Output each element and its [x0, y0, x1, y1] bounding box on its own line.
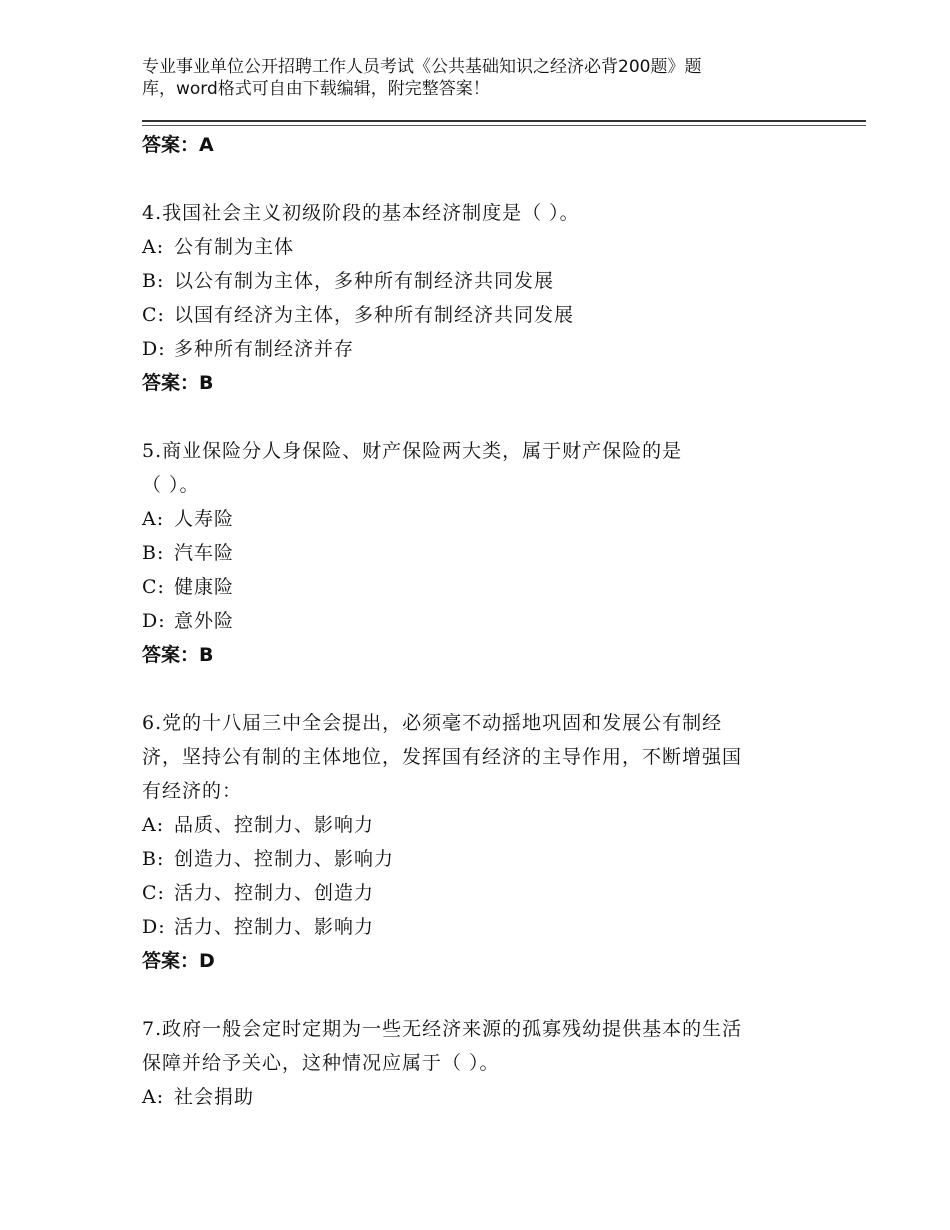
option-letter: C: [142, 882, 165, 904]
question-text: 有经济的： [142, 780, 243, 802]
option-item [142, 298, 802, 332]
option-item [142, 570, 802, 604]
option-letter: D: [142, 338, 166, 360]
answer-line: 答案：A [142, 134, 214, 156]
option-item [142, 910, 802, 944]
option-text: 人寿险 [174, 508, 235, 530]
option-text: 社会捐助 [174, 1086, 255, 1108]
option-text: 以公有制为主体，多种所有制经济共同发展 [174, 270, 555, 292]
option-item [142, 604, 802, 638]
option-text: 创造力、控制力、影响力 [174, 848, 395, 870]
document-body [142, 128, 802, 1114]
option-item [142, 502, 802, 536]
header-divider-thin [142, 125, 866, 126]
option-letter: A: [142, 508, 165, 530]
option-letter: D: [142, 916, 166, 938]
option-text: 健康险 [174, 576, 235, 598]
spacer [142, 978, 802, 1012]
question-text: 4.我国社会主义初级阶段的基本经济制度是（ ）。 [142, 202, 580, 224]
option-text: 活力、控制力、影响力 [174, 916, 375, 938]
spacer [142, 400, 802, 434]
option-text: 品质、控制力、影响力 [174, 814, 375, 836]
answer-line: 答案：B [142, 372, 214, 394]
option-text: 活力、控制力、创造力 [174, 882, 375, 904]
question-block [142, 706, 802, 978]
option-letter: B: [142, 270, 165, 292]
question-block [142, 1012, 802, 1114]
question-text: 5.商业保险分人身保险、财产保险两大类，属于财产保险的是 [142, 440, 683, 462]
option-text: 以国有经济为主体，多种所有制经济共同发展 [174, 304, 575, 326]
question-text: 7.政府一般会定时定期为一些无经济来源的孤寡残幼提供基本的生活 [142, 1018, 743, 1040]
option-item [142, 842, 802, 876]
option-letter: A: [142, 1086, 165, 1108]
option-letter: C: [142, 576, 165, 598]
option-item [142, 264, 802, 298]
header-divider-thick [142, 120, 866, 122]
spacer [142, 162, 802, 196]
option-letter: A: [142, 236, 165, 258]
answer-line: 答案：D [142, 950, 215, 972]
header-line-2: 库，word格式可自由下载编辑，附完整答案！ [142, 79, 490, 99]
question-block [142, 434, 802, 672]
option-letter: C: [142, 304, 165, 326]
option-letter: B: [142, 848, 165, 870]
option-item [142, 536, 802, 570]
option-item [142, 332, 802, 366]
option-item [142, 808, 802, 842]
spacer [142, 672, 802, 706]
answer-line: 答案：B [142, 644, 214, 666]
question-block [142, 196, 802, 400]
option-text: 意外险 [174, 610, 235, 632]
document-header [142, 56, 782, 100]
option-item [142, 230, 802, 264]
option-letter: D: [142, 610, 166, 632]
question-text: 6.党的十八届三中全会提出，必须毫不动摇地巩固和发展公有制经 [142, 712, 723, 734]
question-text: 保障并给予关心，这种情况应属于（ ）。 [142, 1052, 500, 1074]
option-text: 公有制为主体 [174, 236, 295, 258]
question-text: 济，坚持公有制的主体地位，发挥国有经济的主导作用，不断增强国 [142, 746, 743, 768]
option-letter: B: [142, 542, 165, 564]
header-line-1: 专业事业单位公开招聘工作人员考试《公共基础知识之经济必背200题》题 [142, 57, 702, 77]
option-letter: A: [142, 814, 165, 836]
option-item [142, 876, 802, 910]
option-item [142, 1080, 802, 1114]
question-text: （ ）。 [142, 474, 200, 496]
option-text: 多种所有制经济并存 [174, 338, 355, 360]
option-text: 汽车险 [174, 542, 235, 564]
